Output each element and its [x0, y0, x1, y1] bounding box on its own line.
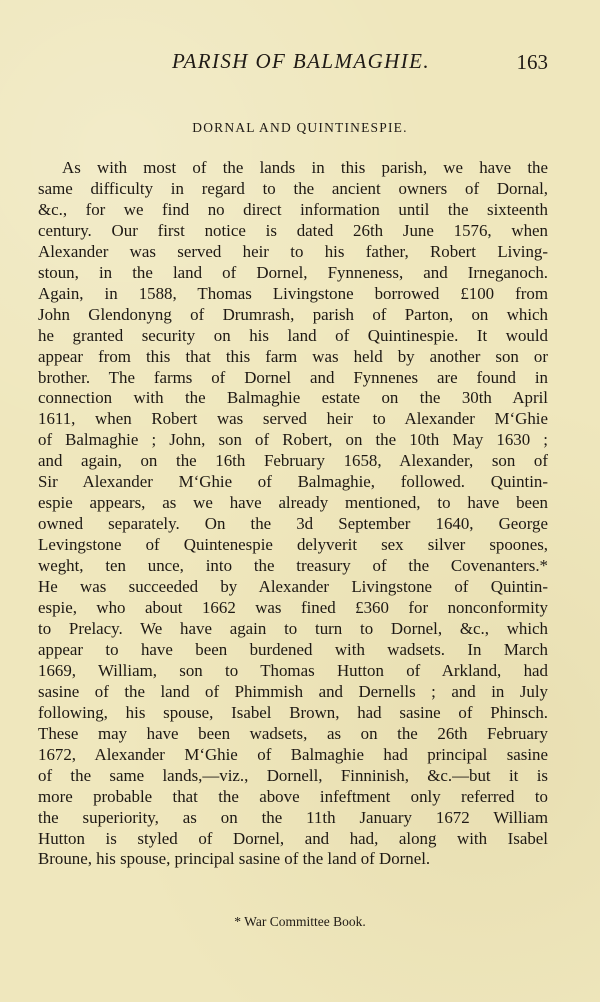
- text-line: Sir Alexander M‘Ghie of Balmaghie, followed. Quintin-: [38, 472, 548, 492]
- text-line: &c., for we find no direct information until the sixteenth: [38, 199, 548, 219]
- text-line: connection with the Balmaghie estate on the 30th April: [38, 388, 548, 408]
- text-line: appear from this that this farm was held by another son or: [38, 346, 548, 366]
- text-line: 1669, William, son to Thomas Hutton of Arkland, had: [38, 660, 548, 680]
- page-number: 163: [516, 50, 548, 74]
- text-line: more probable that the above infeftment only referred to: [38, 786, 548, 806]
- text-line: weght, ten unce, into the treasury of the Covenanters.*: [38, 556, 548, 576]
- text-line: Broune, his spouse, principal sasine of the land of Dornel.: [38, 849, 431, 869]
- section-title: DORNAL AND QUINTINESPIE.: [192, 120, 408, 135]
- text-line: stoun, in the land of Dornel, Fynneness, and Irneganoch.: [38, 262, 548, 282]
- text-line: John Glendonyng of Drumrash, parish of Parton, on which: [38, 304, 548, 324]
- text-line: the superiority, as on the 11th January 1672 William: [38, 807, 548, 827]
- running-title: PARISH OF BALMAGHIE.: [172, 49, 430, 73]
- text-line: he granted security on his land of Quintinespie. It would: [38, 325, 548, 345]
- text-line: As with most of the lands in this parish, we have the: [62, 158, 548, 177]
- text-line: 1611, when Robert was served heir to Alexander M‘Ghie: [38, 409, 548, 429]
- text-line: owned separately. On the 3d September 1640, George: [38, 514, 548, 534]
- text-line: Again, in 1588, Thomas Livingstone borrowed £100 from: [38, 283, 548, 303]
- text-line: following, his spouse, Isabel Brown, had sasine of Phinsch.: [38, 702, 548, 722]
- text-line: These may have been wadsets, as on the 26th February: [38, 723, 548, 743]
- text-line: century. Our first notice is dated 26th June 1576, when: [38, 220, 548, 240]
- text-line: espie appears, as we have already mentioned, to have been: [38, 493, 548, 513]
- text-line: appear to have been burdened with wadsets. In March: [38, 639, 548, 659]
- text-line: Hutton is styled of Dornel, and had, along with Isabel: [38, 828, 548, 848]
- text-line: Alexander was served heir to his father, Robert Living-: [38, 241, 548, 261]
- text-line: sasine of the land of Phimmish and Dernells ; and in July: [38, 681, 548, 701]
- text-line: to Prelacy. We have again to turn to Dornel, &c., which: [38, 618, 548, 638]
- text-line: 1672, Alexander M‘Ghie of Balmaghie had principal sasine: [38, 744, 548, 764]
- body-text: [38, 158, 548, 870]
- text-line: brother. The farms of Dornel and Fynnenes are found in: [38, 367, 548, 387]
- text-line: and again, on the 16th February 1658, Alexander, son of: [38, 451, 548, 471]
- footnote: * War Committee Book.: [234, 914, 366, 929]
- text-line: of Balmaghie ; John, son of Robert, on the 10th May 1630 ;: [38, 430, 548, 450]
- text-line: same difficulty in regard to the ancient owners of Dornal,: [38, 178, 548, 198]
- text-line: of the same lands,—viz., Dornell, Finninish, &c.—but it is: [38, 765, 548, 785]
- text-line: He was succeeded by Alexander Livingstone of Quintin-: [38, 577, 548, 597]
- text-line: espie, who about 1662 was fined £360 for nonconformity: [38, 598, 548, 618]
- text-line: Levingstone of Quintenespie delyverit sex silver spoones,: [38, 535, 548, 555]
